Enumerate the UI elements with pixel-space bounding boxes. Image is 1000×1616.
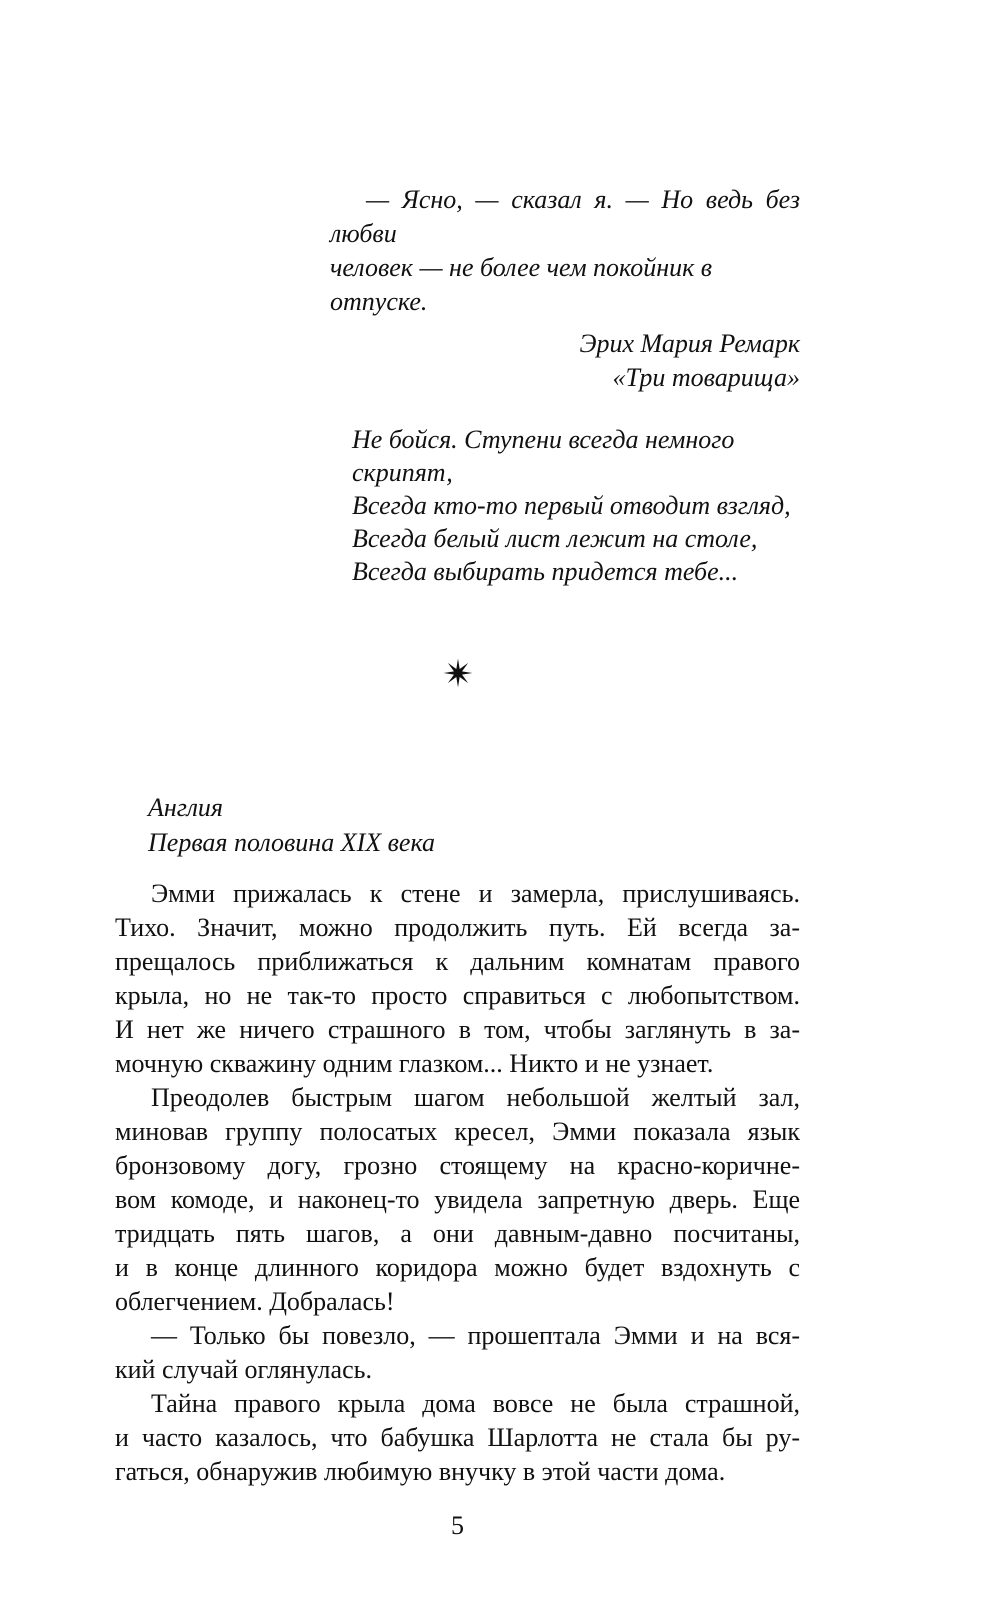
text-line: прещалось приближаться к дальним комнатам правого [115,947,800,976]
text-line: миновав группу полосатых кресел, Эмми показала язык [115,1117,800,1146]
text-line: Не бойся. Ступени всегда немного скрипят, [352,425,735,487]
text-line: кий случай оглянулась. [115,1355,372,1384]
poem-quote [352,423,800,588]
text-line: Первая половина XIX века [148,828,435,857]
text-line: бронзовому догу, грозно стоящему на красно-коричне- [115,1151,800,1180]
body-text [115,877,800,1489]
text-line: вом комоде, и наконец-то увидела запретную дверь. Еще [115,1185,800,1214]
paragraph [115,1081,800,1319]
text-line: крыла, но не так-то просто справиться с любопытством. [115,981,800,1010]
text-line: «Три товарища» [612,363,800,392]
text-line: — Только бы повезло, — прошептала Эмми и на вся- [151,1321,800,1350]
page-content [115,0,800,1541]
section-divider [115,658,800,690]
text-line: И нет же ничего страшного в том, чтобы заглянуть в за- [115,1015,800,1044]
page-number: 5 [451,1511,464,1540]
text-line: Англия [148,793,224,822]
epigraph [330,183,800,395]
text-line: Преодолев быстрым шагом небольшой желтый зал, [151,1083,800,1112]
epigraph-quote [330,183,800,319]
paragraph [115,877,800,1081]
scene-setting [148,790,800,860]
paragraph [115,1319,800,1387]
text-line: — Ясно, — сказал я. — Но ведь без любви [330,185,800,248]
text-line: Всегда выбирать придется тебе... [352,557,739,586]
text-line: тридцать пять шагов, а они давным-давно посчитаны, [115,1219,800,1248]
text-line: Всегда белый лист лежит на столе, [352,524,758,553]
text-line: Тихо. Значит, можно продолжить путь. Ей всегда за- [115,913,800,942]
epigraph-attribution [330,327,800,395]
text-line: гаться, обнаружив любимую внучку в этой части дома. [115,1457,726,1486]
text-line: Эрих Мария Ремарк [579,329,800,358]
text-line: облегчением. Добралась! [115,1287,395,1316]
text-line: и часто казалось, что бабушка Шарлотта не стала бы ру- [115,1423,800,1452]
text-line: мочную скважину одним глазком... Никто и не узнает. [115,1049,714,1078]
text-line: и в конце длинного коридора можно будет вздохнуть с [115,1253,800,1282]
text-line: человек — не более чем покойник в отпуске. [330,253,713,316]
text-line: Всегда кто-то первый отводит взгляд, [352,491,791,520]
text-line: Тайна правого крыла дома вовсе не была страшной, [151,1389,800,1418]
paragraph [115,1387,800,1489]
text-line: Эмми прижалась к стене и замерла, прислушиваясь. [151,879,800,908]
star-icon [443,658,473,687]
